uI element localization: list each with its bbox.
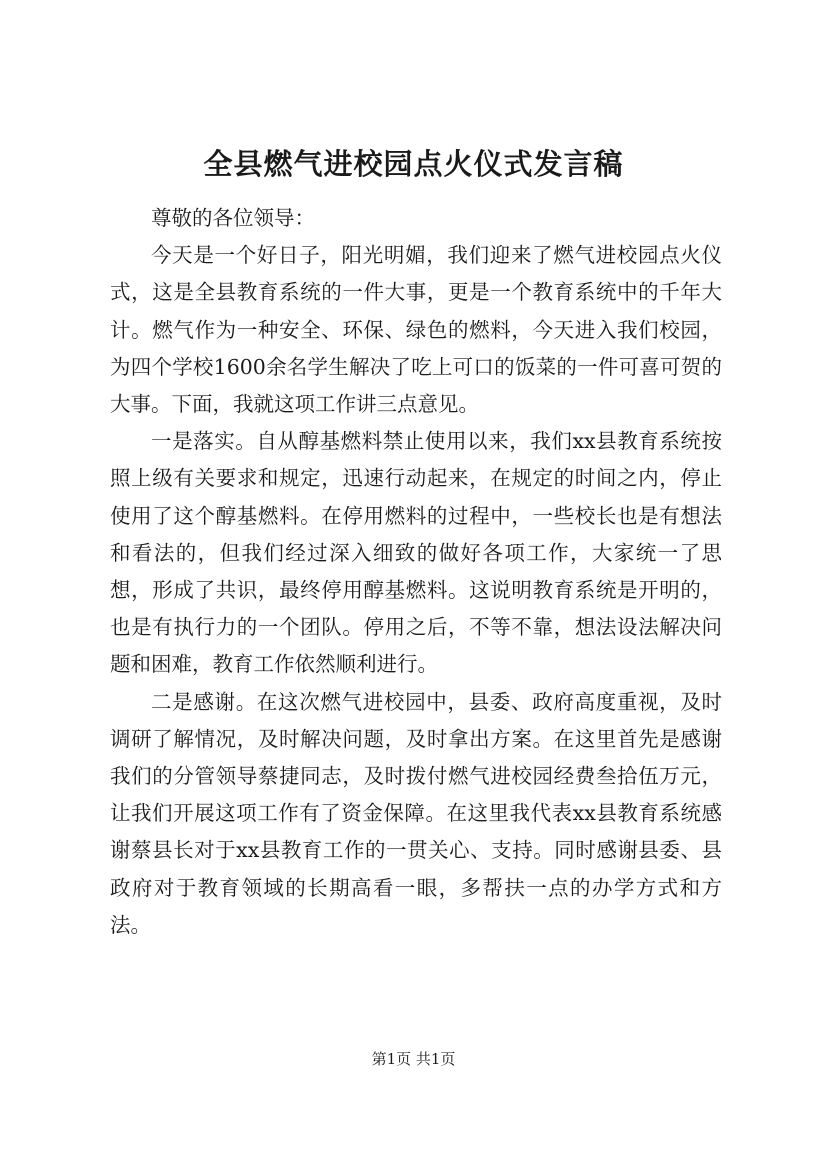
document-body xyxy=(110,200,722,944)
paragraph-2: 一是落实。自从醇基燃料禁止使用以来，我们xx县教育系统按照上级有关要求和规定，迅速行动起来，在规定的时间之内，停止使用了这个醇基燃料。在停用燃料的过程中，一些校长也是有想法和看法的，但我们经过深入细致的做好各项工作，大家统一了思想，形成了共识，最终停用醇基燃料。这说明教育系统是开明的，也是有执行力的一个团队。停用之后，不等不靠，想法设法解决问题和困难，教育工作依然顺利进行。 xyxy=(110,429,722,677)
document-title: 全县燃气进校园点火仪式发言稿 xyxy=(203,147,624,181)
salutation: 尊敬的各位领导： xyxy=(151,206,315,230)
paragraph-1: 今天是一个好日子，阳光明媚，我们迎来了燃气进校园点火仪式，这是全县教育系统的一件大事，更是一个教育系统中的千年大计。燃气作为一种安全、环保、绿色的燃料，今天进入我们校园，为四个学校1600余名学生解决了吃上可口的饭菜的一件可喜可贺的大事。下面，我就这项工作讲三点意见。 xyxy=(110,243,722,417)
page-footer: 第1页 共1页 xyxy=(371,1050,456,1068)
paragraph-3: 二是感谢。在这次燃气进校园中，县委、政府高度重视，及时调研了解情况，及时解决问题，及时拿出方案。在这里首先是感谢我们的分管领导蔡捷同志，及时拨付燃气进校园经费叁拾伍万元，让我们开展这项工作有了资金保障。在这里我代表xx县教育系统感谢蔡县长对于xx县教育工作的一贯关心、支持。同时感谢县委、县政府对于教育领域的长期高看一眼，多帮扶一点的办学方式和方法。 xyxy=(110,689,722,937)
